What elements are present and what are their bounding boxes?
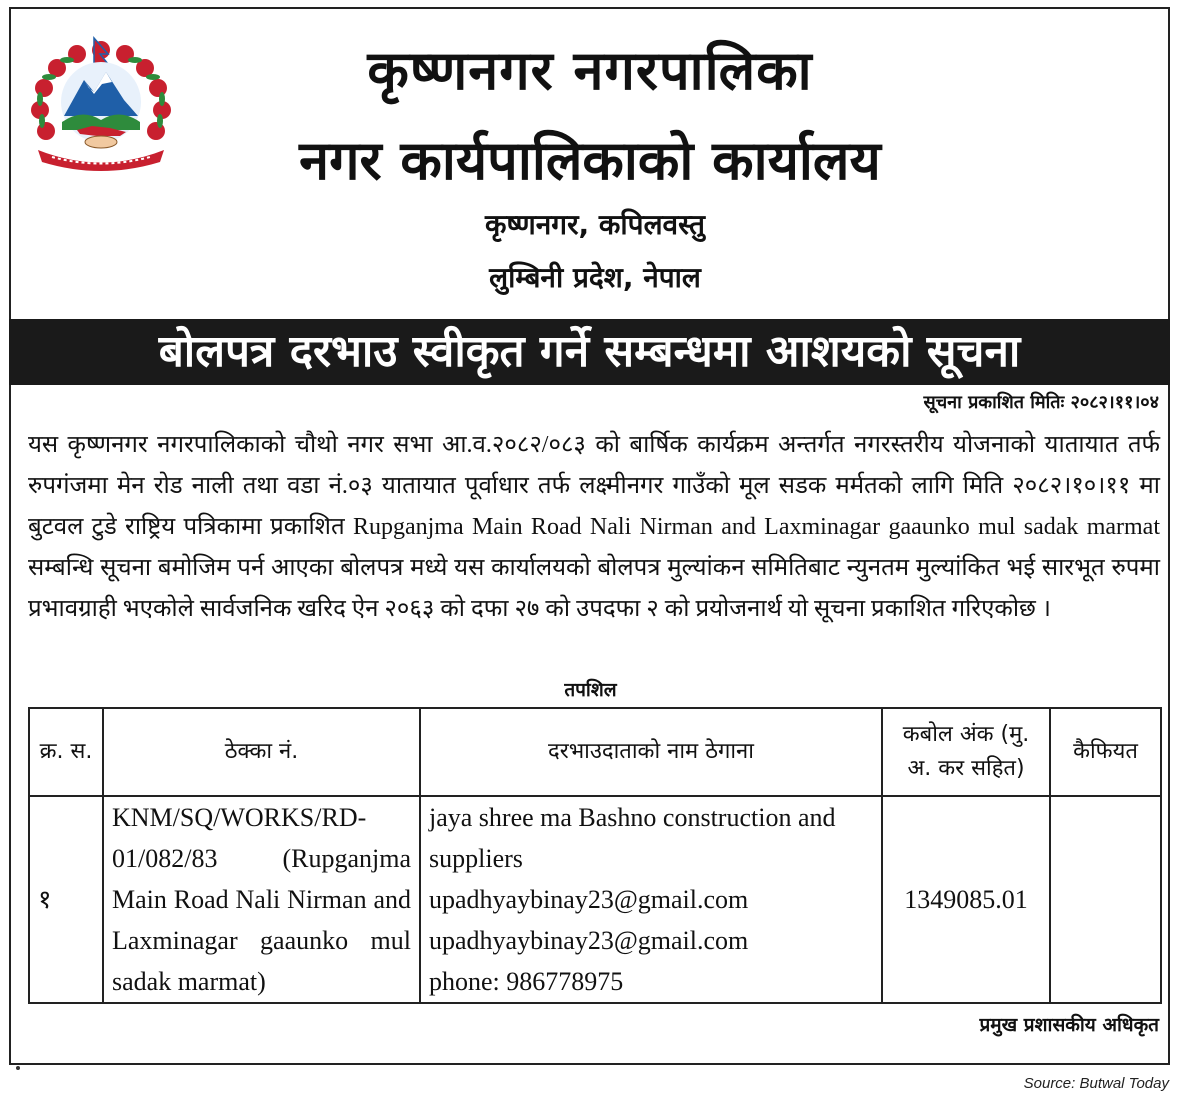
office-location: कृष्णनगर, कपिलवस्तु [485,208,705,241]
header-bidder: दरभाउदाताको नाम ठेगाना [420,708,882,796]
table-row [29,796,1161,1003]
notice-heading-banner: बोलपत्र दरभाउ स्वीकृत गर्ने सम्बन्धमा आशयको सूचना [9,319,1170,385]
bidder-email-repeat: upadhyaybinay23@gmail.com [429,926,749,955]
nepal-emblem-logo [22,30,180,180]
corner-dot [16,1066,20,1070]
header-sn: क्र. स. [29,708,103,796]
cell-bidder [420,796,882,1003]
cell-contract-no: KNM/SQ/WORKS/RD-01/082/83 (Rupganjma Main Road Nali Nirman and Laxminagar gaaunko mul sadak marmat) [103,796,420,1003]
bidder-phone: phone: 986778975 [429,967,624,996]
header-contract-no: ठेक्का नं. [103,708,420,796]
municipality-title: कृष्णनगर नगरपालिका [367,39,813,102]
cell-remarks [1050,796,1161,1003]
cell-amount: 1349085.01 [882,796,1050,1003]
published-date: सूचना प्रकाशित मितिः २०८२।११।०४ [923,392,1159,413]
bidder-email: upadhyaybinay23@gmail.com [429,885,749,914]
office-province: लुम्बिनी प्रदेश, नेपाल [489,261,701,294]
notice-body: यस कृष्णनगर नगरपालिकाको चौथो नगर सभा आ.व.२०८२/०८३ को बार्षिक कार्यक्रम अन्तर्गत नगरस्तरीय योजनाको यातायात तर्फ रुपगंजमा मेन रोड नाली तथा वडा नं.०३ यातायात पूर्वाधार तर्फ लक्ष्मीनगर गाउँको मूल सडक मर्मतको लागि मिति २०८२।१०।११ मा बुटवल टुडे राष्ट्रिय पत्रिकामा प्रकाशित Rupganjma Main Road Nali Nirman and Laxminagar gaaunko mul sadak marmat सम्बन्धि सूचना बमोजिम पर्न आएका बोलपत्र मध्ये यस कार्यालयको बोलपत्र मुल्यांकन समितिबाट न्युनतम मुल्यांकित भई सारभूत रुपमा प्रभावग्राही भएकोले सार्वजनिक खरिद ऐन २०६३ को दफा २७ को उपदफा २ को प्रयोजनार्थ यो सूचना प्रकाशित गरिएकोछ । [28,432,1160,622]
source-credit: Source: Butwal Today [1023,1075,1169,1092]
bidder-name: jaya shree ma Bashno construction and suppliers [429,803,836,873]
office-title: नगर कार्यपालिकाको कार्यालय [299,129,881,192]
header-amount: कबोल अंक (मु. अ. कर सहित) [882,708,1050,796]
table-header-row [29,708,1161,796]
cell-sn: १ [29,796,103,1003]
table-caption: तपशिल [564,679,617,701]
signatory: प्रमुख प्रशासकीय अधिकृत [979,1014,1159,1036]
header-remarks: कैफियत [1050,708,1161,796]
bid-table [28,707,1162,1004]
